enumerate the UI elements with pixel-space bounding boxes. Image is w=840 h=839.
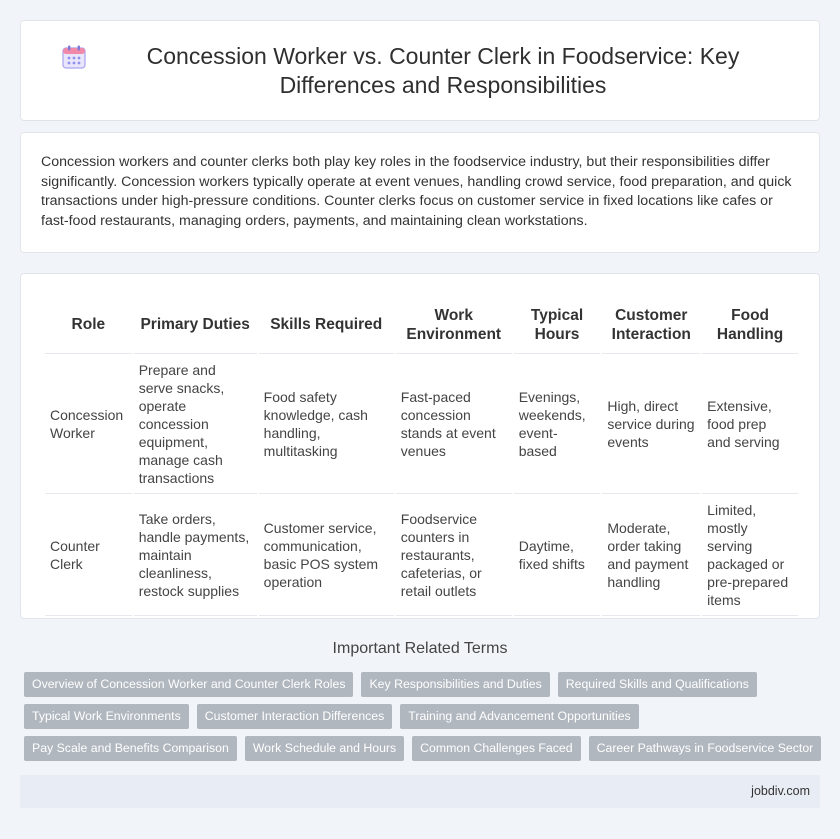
cell-role: Counter Clerk bbox=[45, 494, 132, 616]
tag-required-skills[interactable]: Required Skills and Qualifications bbox=[558, 672, 757, 697]
tag-customer-interaction[interactable]: Customer Interaction Differences bbox=[197, 704, 393, 729]
tag-key-responsibilities[interactable]: Key Responsibilities and Duties bbox=[361, 672, 549, 697]
cell-work-environment: Foodservice counters in restaurants, cafeterias, or retail outlets bbox=[396, 494, 512, 616]
tag-row bbox=[24, 704, 824, 729]
cell-typical-hours: Evenings, weekends, event-based bbox=[514, 354, 601, 494]
cell-primary-duties: Prepare and serve snacks, operate concession equipment, manage cash transactions bbox=[134, 354, 257, 494]
header-primary-duties: Primary Duties bbox=[134, 292, 257, 354]
header-customer-interaction: Customer Interaction bbox=[602, 292, 700, 354]
cell-customer-interaction: Moderate, order taking and payment handling bbox=[602, 494, 700, 616]
calendar-icon bbox=[61, 44, 87, 70]
table-row bbox=[45, 354, 798, 494]
header-food-handling: Food Handling bbox=[702, 292, 798, 354]
intro-paragraph: Concession workers and counter clerks both play key roles in the foodservice industry, but their responsibilities differ significantly. Concession workers typically operate at event venues, handling crowd service, food preparation, and quick transactions under high-pressure conditions. Counter clerks focus on customer service in fixed locations like cafes or fast-food restaurants, managing orders, payments, and maintaining clean workstations. bbox=[41, 154, 792, 229]
cell-food-handling: Extensive, food prep and serving bbox=[702, 354, 798, 494]
tag-common-challenges[interactable]: Common Challenges Faced bbox=[412, 736, 580, 761]
cell-skills-required: Food safety knowledge, cash handling, multitasking bbox=[259, 354, 394, 494]
cell-food-handling: Limited, mostly serving packaged or pre-prepared items bbox=[702, 494, 798, 616]
cell-customer-interaction: High, direct service during events bbox=[602, 354, 700, 494]
cell-typical-hours: Daytime, fixed shifts bbox=[514, 494, 601, 616]
header-work-environment: Work Environment bbox=[396, 292, 512, 354]
tag-career-pathways[interactable]: Career Pathways in Foodservice Sector bbox=[589, 736, 822, 761]
intro-card bbox=[20, 132, 820, 253]
cell-work-environment: Fast-paced concession stands at event venues bbox=[396, 354, 512, 494]
tag-row bbox=[24, 672, 824, 697]
related-terms-tags bbox=[24, 672, 824, 768]
related-terms-title: Important Related Terms bbox=[332, 640, 508, 657]
page-title: Concession Worker vs. Counter Clerk in Foodservice: Key Differences and Responsibilities bbox=[146, 42, 740, 98]
cell-role: Concession Worker bbox=[45, 354, 132, 494]
cell-skills-required: Customer service, communication, basic POS system operation bbox=[259, 494, 394, 616]
header-skills-required: Skills Required bbox=[259, 292, 394, 354]
tag-work-schedule[interactable]: Work Schedule and Hours bbox=[245, 736, 404, 761]
header-role: Role bbox=[45, 292, 132, 354]
table-row bbox=[45, 494, 798, 616]
comparison-table bbox=[43, 292, 800, 616]
tag-work-environments[interactable]: Typical Work Environments bbox=[24, 704, 189, 729]
header-typical-hours: Typical Hours bbox=[514, 292, 601, 354]
cell-primary-duties: Take orders, handle payments, maintain cleanliness, restock supplies bbox=[134, 494, 257, 616]
tag-row bbox=[24, 736, 824, 761]
tag-pay-scale[interactable]: Pay Scale and Benefits Comparison bbox=[24, 736, 237, 761]
footer-site-link[interactable]: jobdiv.com bbox=[751, 784, 810, 798]
footer bbox=[20, 775, 820, 808]
table-card bbox=[20, 273, 820, 619]
table-header-row bbox=[45, 292, 798, 354]
tag-training-advancement[interactable]: Training and Advancement Opportunities bbox=[400, 704, 638, 729]
title-card bbox=[20, 20, 820, 121]
tag-overview[interactable]: Overview of Concession Worker and Counter Clerk Roles bbox=[24, 672, 353, 697]
